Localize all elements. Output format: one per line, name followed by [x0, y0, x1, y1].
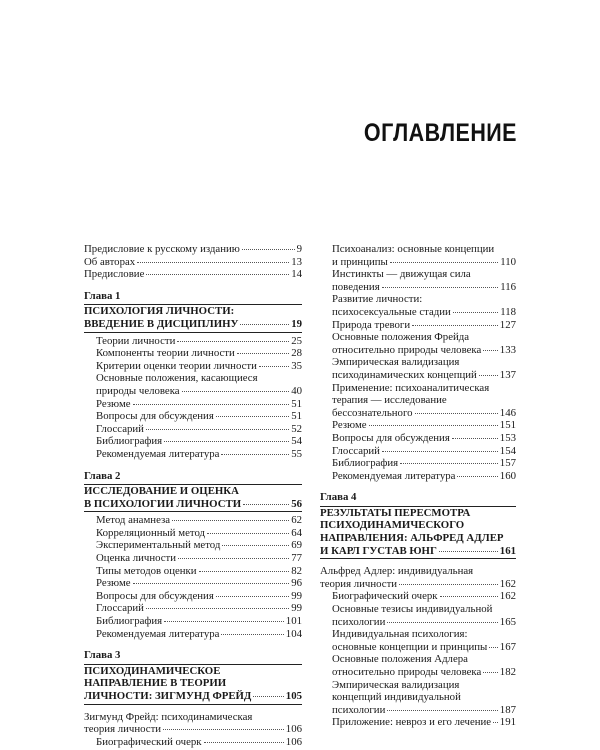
chapter-entry[interactable]	[320, 545, 516, 558]
toc-entry[interactable]	[84, 448, 302, 461]
section-title: теория личности	[320, 577, 398, 590]
section-title: Альфред Адлер: индивидуальная	[320, 565, 474, 578]
toc-entry-title: бессознательного	[332, 406, 413, 419]
toc-entry-page: 182	[499, 666, 516, 678]
toc-entry[interactable]	[84, 590, 302, 603]
toc-entry[interactable]	[320, 445, 516, 458]
toc-entry[interactable]	[84, 527, 302, 540]
section-title: Зигмунд Фрейд: психодинамическая	[84, 710, 253, 723]
toc-entry-page: 40	[291, 384, 302, 397]
chapter-title: ИССЛЕДОВАНИЕ И ОЦЕНКА	[84, 485, 239, 498]
toc-entry-title: относительно природы человека	[332, 343, 482, 356]
toc-entry[interactable]	[84, 385, 302, 398]
chapter-title: ПСИХОЛОГИЯ ЛИЧНОСТИ:	[84, 305, 235, 318]
toc-entry-title: Об авторах	[84, 255, 136, 268]
toc-entry-title: Резюме	[96, 397, 131, 410]
toc-entry-title: психологии	[332, 615, 386, 628]
toc-entry-title: основные концепции и принципы	[332, 640, 488, 653]
toc-entry-page: 51	[291, 397, 302, 410]
toc-entry[interactable]	[320, 369, 516, 382]
toc-entry-title: Резюме	[96, 577, 131, 590]
toc-entry-title: Развитие личности:	[332, 293, 423, 306]
toc-entry-title: Библиография	[96, 435, 163, 448]
toc-entry-page: 106	[285, 735, 302, 748]
toc-entry-page: 165	[499, 615, 516, 628]
toc-entry[interactable]	[320, 641, 516, 654]
toc-entry[interactable]	[320, 256, 516, 269]
section-page: 106	[285, 723, 302, 736]
toc-entry-title: Глоссарий	[96, 602, 144, 615]
section-entry[interactable]	[320, 578, 516, 591]
toc-entry-title: Предисловие	[84, 268, 145, 281]
toc-entry-title: Индивидуальная психология:	[332, 628, 468, 641]
toc-entry-page: 154	[499, 444, 516, 457]
toc-entry[interactable]	[84, 577, 302, 590]
toc-entry[interactable]	[320, 616, 516, 629]
toc-entry-page: 52	[291, 422, 302, 435]
toc-entry-page: 104	[285, 627, 302, 640]
toc-entry-title: Основные положения, касающиеся	[96, 372, 258, 385]
toc-entry[interactable]	[320, 470, 516, 483]
toc-entry-page: 127	[499, 318, 516, 331]
chapter-title: ВВЕДЕНИЕ В ДИСЦИПЛИНУ	[84, 317, 239, 330]
toc-entry-page: 153	[499, 431, 516, 444]
toc-entry-title: Инстинкты — движущая сила	[332, 268, 471, 281]
toc-entry[interactable]	[84, 514, 302, 527]
toc-right-column	[320, 243, 516, 729]
toc-entry-page: 162	[499, 590, 516, 603]
toc-entry-title: Биографический очерк	[332, 590, 438, 603]
toc-entry-page: 160	[499, 469, 516, 482]
toc-entry-title: концепций индивидуальной	[332, 691, 461, 704]
toc-entry-title: Глоссарий	[332, 444, 380, 457]
toc-entry[interactable]	[320, 432, 516, 445]
toc-entry-page: 137	[499, 368, 516, 381]
toc-entry[interactable]	[320, 306, 516, 319]
toc-entry-page: 55	[291, 447, 302, 460]
toc-entry-title: Вопросы для обсуждения	[332, 431, 450, 444]
toc-entry-page: 99	[291, 589, 302, 602]
toc-entry-page: 14	[291, 268, 302, 281]
toc-entry-title: Экспериментальный метод	[96, 539, 221, 552]
toc-entry-title: Резюме	[332, 419, 367, 432]
toc-entry-title: Корреляционный метод	[96, 526, 206, 539]
toc-entry-title: Рекомендуемая литература	[96, 627, 220, 640]
toc-entry[interactable]	[84, 335, 302, 348]
chapter-page: 105	[285, 690, 302, 702]
page-title: ОГЛАВЛЕНИЕ	[363, 119, 517, 147]
toc-entry-page: 13	[291, 255, 302, 268]
toc-entry-title: Библиография	[96, 615, 163, 628]
toc-entry[interactable]	[84, 602, 302, 615]
chapter-page: 161	[499, 544, 516, 557]
section-page: 162	[499, 577, 516, 590]
toc-entry-title: Биографический очерк	[96, 735, 202, 748]
toc-entry-title: Предисловие к русскому изданию	[84, 243, 240, 255]
toc-entry[interactable]	[84, 628, 302, 641]
toc-entry[interactable]	[84, 615, 302, 628]
toc-entry-title: Основные положения Фрейда	[332, 331, 470, 344]
chapter-entry[interactable]	[84, 318, 302, 331]
toc-entry-page: 62	[291, 514, 302, 527]
toc-entry-title: поведения	[332, 280, 380, 293]
toc-entry-title: Теории личности	[96, 334, 176, 347]
toc-entry-title: Вопросы для обсуждения	[96, 589, 214, 602]
toc-entry[interactable]	[320, 590, 516, 603]
toc-entry-title: относительно природы человека	[332, 666, 482, 678]
chapter-title: НАПРАВЛЕНИЕ В ТЕОРИИ	[84, 677, 227, 690]
toc-entry[interactable]	[320, 407, 516, 420]
toc-entry[interactable]	[320, 319, 516, 332]
chapter-entry[interactable]	[84, 498, 302, 511]
chapter-title: В ПСИХОЛОГИИ ЛИЧНОСТИ	[84, 497, 242, 510]
chapter-label: Глава 3	[84, 649, 121, 662]
toc-entry-title: терапия — исследование	[332, 394, 447, 407]
toc-entry[interactable]	[320, 704, 516, 717]
toc-entry-page: 51	[291, 410, 302, 423]
section-title: теория личности	[84, 723, 162, 736]
chapter-title: НАПРАВЛЕНИЯ: АЛЬФРЕД АДЛЕР	[320, 532, 504, 545]
toc-entry-title: Эмпирическая валидизация	[332, 356, 460, 369]
toc-entry-page: 77	[291, 552, 302, 565]
toc-entry-page: 101	[285, 615, 302, 628]
toc-entry-page: 157	[499, 457, 516, 470]
toc-entry-title: психологии	[332, 703, 386, 716]
chapter-page: 56	[291, 497, 302, 510]
chapter-title: ПСИХОДИНАМИЧЕСКОГО	[320, 519, 465, 532]
toc-entry-page: 167	[499, 640, 516, 653]
toc-entry-title: психодинамических концепций	[332, 368, 477, 381]
toc-entry-title: Рекомендуемая литература	[96, 447, 220, 460]
toc-entry-page: 110	[500, 255, 516, 268]
toc-entry-title: Природа тревоги	[332, 318, 411, 331]
toc-left-column	[84, 243, 302, 748]
toc-entry[interactable]	[320, 281, 516, 294]
toc-entry-page: 133	[499, 343, 516, 356]
toc-entry-page: 82	[291, 564, 302, 577]
toc-entry[interactable]	[84, 736, 302, 749]
chapter-entry[interactable]	[84, 690, 302, 703]
toc-entry-title: Приложение: невроз и его лечение	[332, 716, 492, 729]
toc-entry-title: Библиография	[332, 457, 399, 470]
chapter-title: ЛИЧНОСТИ: ЗИГМУНД ФРЕЙД	[84, 690, 252, 702]
toc-entry-page: 54	[291, 435, 302, 448]
toc-entry[interactable]	[320, 344, 516, 357]
chapter-page: 19	[291, 317, 302, 330]
chapter-label: Глава 2	[84, 469, 121, 482]
chapter-title: И КАРЛ ГУСТАВ ЮНГ	[320, 544, 437, 557]
toc-entry[interactable]	[84, 256, 302, 269]
toc-entry-page: 118	[500, 305, 516, 318]
toc-entry-page: 25	[291, 334, 302, 347]
toc-entry[interactable]	[320, 457, 516, 470]
toc-entry-title: Применение: психоаналитическая	[332, 381, 490, 394]
toc-entry[interactable]	[84, 435, 302, 448]
toc-entry-title: Рекомендуемая литература	[332, 469, 456, 482]
toc-entry-title: Основные тезисы индивидуальной	[332, 603, 493, 616]
toc-entry-title: Вопросы для обсуждения	[96, 410, 214, 423]
toc-entry-title: Метод анамнеза	[96, 514, 171, 527]
toc-entry[interactable]	[84, 423, 302, 436]
toc-entry-title: и принципы	[332, 255, 388, 268]
toc-entry[interactable]	[84, 565, 302, 578]
toc-entry-title: Эмпирическая валидизация	[332, 678, 460, 691]
toc-entry-title: Оценка личности	[96, 552, 177, 565]
toc-entry-page: 151	[499, 419, 516, 432]
toc-entry-page: 35	[291, 359, 302, 372]
toc-entry[interactable]	[320, 666, 516, 679]
toc-entry[interactable]	[84, 243, 302, 256]
toc-entry[interactable]	[84, 552, 302, 565]
toc-entry-page: 64	[291, 526, 302, 539]
toc-entry[interactable]	[84, 360, 302, 373]
toc-entry-title: Психоанализ: основные концепции	[332, 243, 495, 255]
toc-entry-title: Глоссарий	[96, 422, 144, 435]
toc-entry-title: Типы методов оценки	[96, 564, 197, 577]
toc-entry-title: Компоненты теории личности	[96, 347, 235, 360]
toc-entry-title: психосексуальные стадии	[332, 305, 451, 318]
chapter-title: ПСИХОДИНАМИЧЕСКОЕ	[84, 664, 221, 677]
toc-entry[interactable]	[84, 347, 302, 360]
chapter-label: Глава 4	[320, 491, 357, 504]
toc-entry[interactable]	[84, 410, 302, 423]
toc-entry[interactable]	[84, 539, 302, 552]
toc-entry[interactable]	[84, 268, 302, 281]
toc-entry[interactable]	[320, 419, 516, 432]
toc-entry-page: 116	[500, 280, 516, 293]
toc-entry-page: 146	[499, 406, 516, 419]
toc-entry-page: 28	[291, 347, 302, 360]
toc-entry-page: 187	[499, 703, 516, 716]
toc-entry-page: 96	[291, 577, 302, 590]
chapter-label: Глава 1	[84, 289, 121, 302]
toc-entry-page: 69	[291, 539, 302, 552]
toc-entry-page: 191	[499, 716, 516, 729]
toc-entry[interactable]	[84, 398, 302, 411]
toc-entry-title: природы человека	[96, 384, 180, 397]
toc-entry-title: Основные положения Адлера	[332, 653, 468, 666]
toc-entry[interactable]	[320, 716, 516, 729]
toc-entry-page: 99	[291, 602, 302, 615]
chapter-title: РЕЗУЛЬТАТЫ ПЕРЕСМОТРА	[320, 506, 471, 519]
section-entry[interactable]	[84, 723, 302, 736]
toc-entry-title: Критерии оценки теории личности	[96, 359, 257, 372]
toc-entry-page: 9	[296, 243, 302, 255]
